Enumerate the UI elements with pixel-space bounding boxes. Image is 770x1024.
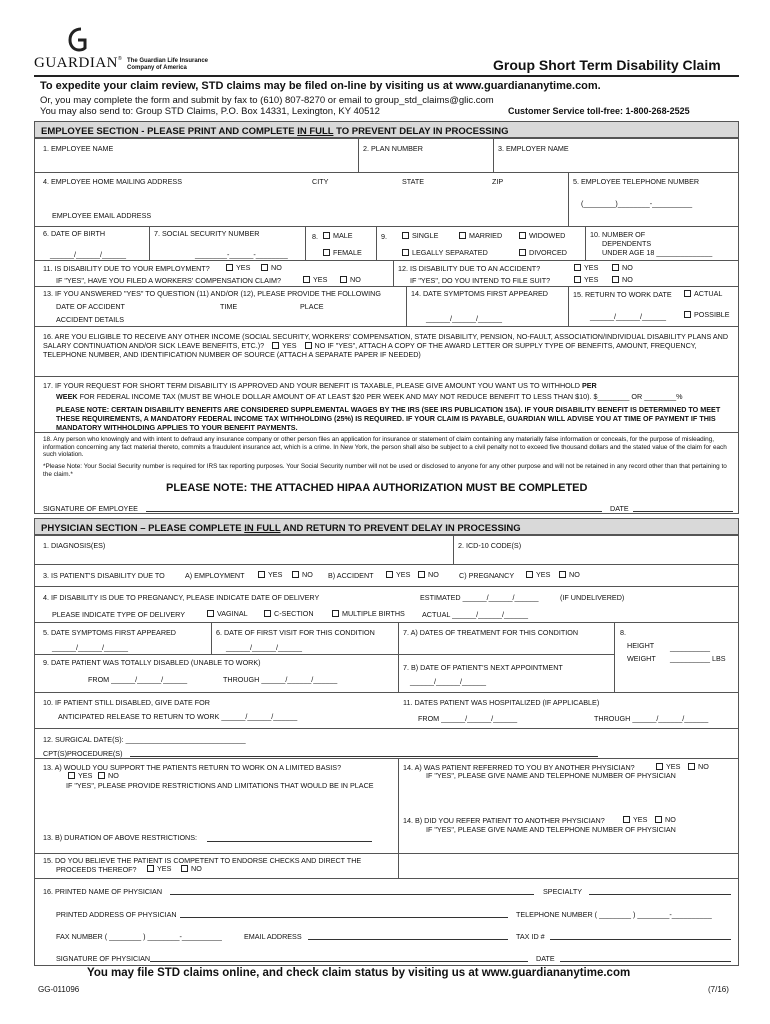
customer-service: Customer Service toll-free: 1-800-268-2525: [508, 106, 690, 116]
q12b-yes-checkbox[interactable]: [574, 276, 581, 283]
male-option[interactable]: MALE: [323, 232, 353, 239]
height-field[interactable]: __________: [670, 643, 710, 652]
female-checkbox[interactable]: [323, 249, 330, 256]
home-address-label: 4. EMPLOYEE HOME MAILING ADDRESS: [43, 177, 182, 186]
brand-reg: ®: [118, 56, 122, 62]
plan-number-label: 2. PLAN NUMBER: [363, 144, 423, 153]
employee-date-label: DATE: [610, 504, 629, 513]
married-checkbox[interactable]: [459, 232, 466, 239]
divorced-option[interactable]: DIVORCED: [519, 249, 567, 256]
diagnosis-label: 1. DIAGNOSIS(ES): [43, 541, 106, 550]
q14-date-field[interactable]: ______/______/______: [426, 314, 502, 323]
possible-checkbox[interactable]: [684, 311, 691, 318]
p-q9-through-field[interactable]: THROUGH ______/______/______: [223, 675, 338, 684]
p-q9-from-field[interactable]: FROM ______/______/______: [88, 675, 188, 684]
delivery-type-label: PLEASE INDICATE TYPE OF DELIVERY: [52, 610, 186, 619]
widowed-option[interactable]: WIDOWED: [519, 232, 565, 239]
q11b-yes[interactable]: YES: [303, 276, 327, 283]
q11b-yes-checkbox[interactable]: [303, 276, 310, 283]
q15-actual[interactable]: ACTUAL: [684, 290, 722, 297]
q17-note: PLEASE NOTE: CERTAIN DISABILITY BENEFITS ARE CONSIDERED SUPPLEMENTAL WAGES BY THE IRS (SEE IRS PUBLICATION 15A). IF YOUR DISABILITY BENEFIT IS DETERMINED TO MEET THESE REQUIREMENTS, A MANDATORY FEDERAL INCOME TAX WITHHOLDING (25%) IS REQUIRED. IF YOUR CLAIM IS PAYABLE, GUARDIAN WILL ADVISE YOU AT TIME OF PAYMENT IF THIS MANDATORY WITHHOLDING APPLIES TO YOUR BENEFIT PAYMENTS.: [56, 405, 721, 432]
weight-label: WEIGHT: [627, 654, 656, 663]
brand-name: GUARDIAN: [34, 55, 118, 71]
form-title: Group Short Term Disability Claim: [493, 57, 721, 73]
q12-yes-checkbox[interactable]: [574, 264, 581, 271]
physician-name-field[interactable]: [170, 894, 534, 895]
accident-date-label: DATE OF ACCIDENT: [56, 302, 125, 311]
ssn-label: 7. SOCIAL SECURITY NUMBER: [154, 229, 260, 238]
p-q5-date-field[interactable]: ______/______/______: [52, 643, 128, 652]
q17-label: 17. IF YOUR REQUEST FOR SHORT TERM DISABILITY IS APPROVED AND YOUR BENEFIT IS TAXABLE, PLEASE GIVE AMOUNT YOU WANT US TO WITHHOLD PER: [43, 381, 597, 390]
p-q3-pregnancy: C) PREGNANCY: [459, 571, 515, 580]
specialty-label: SPECIALTY: [543, 887, 583, 896]
company-line-1: The Guardian Life Insurance: [127, 58, 209, 64]
divorced-checkbox[interactable]: [519, 249, 526, 256]
p-q3-label: 3. IS PATIENT'S DISABILITY DUE TO: [43, 571, 165, 580]
guardian-g-icon: [67, 26, 87, 52]
employee-email-label: EMPLOYEE EMAIL ADDRESS: [52, 211, 152, 220]
p-q9-label: 9. DATE PATIENT WAS TOTALLY DISABLED (UNABLE TO WORK): [43, 658, 261, 667]
q11b-no[interactable]: NO: [340, 276, 361, 283]
single-checkbox[interactable]: [402, 232, 409, 239]
p-q7a-label: 7. A) DATES OF TREATMENT FOR THIS CONDITION: [403, 628, 579, 637]
p-q6-label: 6. DATE OF FIRST VISIT FOR THIS CONDITION: [216, 628, 375, 637]
p-q13b-label: 13. B) DURATION OF ABOVE RESTRICTIONS:: [43, 833, 198, 842]
employer-name-field[interactable]: [497, 154, 735, 170]
physician-email-label: EMAIL ADDRESS: [244, 932, 302, 941]
accident-no-checkbox[interactable]: [418, 571, 425, 578]
employee-section-header: EMPLOYEE SECTION - PLEASE PRINT AND COMPLETE IN FULL TO PREVENT DELAY IN PROCESSING: [34, 121, 739, 138]
mail-to-line: You may also send to: Group STD Claims, P.O. Box 14331, Lexington, KY 40512: [40, 106, 380, 117]
p-q3-pregnancy-yes[interactable]: YES: [526, 571, 550, 578]
employee-email-field[interactable]: [160, 208, 560, 222]
cpt-label: CPT(S)PROCEDURE(S): [43, 749, 123, 758]
dependents-field[interactable]: UNDER AGE 18 ______________: [602, 248, 713, 257]
p-q15-no[interactable]: NO: [181, 865, 202, 872]
diagnosis-field[interactable]: [38, 551, 448, 563]
accident-yes-checkbox[interactable]: [386, 571, 393, 578]
ssn-field[interactable]: ________-______-________: [195, 250, 288, 259]
multiple-births-option[interactable]: MULTIPLE BIRTHS: [332, 610, 405, 617]
q12b-yes[interactable]: YES: [574, 276, 598, 283]
p-q14a-if: IF "YES", PLEASE GIVE NAME AND TELEPHONE NUMBER OF PHYSICIAN: [426, 771, 676, 780]
employee-telephone-field[interactable]: (________)________-__________: [581, 199, 693, 208]
company-line-2: Company of America: [127, 65, 187, 71]
icd10-label: 2. ICD-10 CODE(S): [458, 541, 522, 550]
accident-place-label: PLACE: [300, 302, 324, 311]
vaginal-option[interactable]: VAGINAL: [207, 610, 248, 617]
q15-label: 15. RETURN TO WORK DATE: [573, 290, 672, 299]
q15-no-checkbox[interactable]: [181, 865, 188, 872]
p-q3-employment: A) EMPLOYMENT: [185, 571, 245, 580]
q18-fraud-warning: 18. Any person who knowingly and with intent to defraud any insurance company or other person files an application for insurance or statement of claim containing any materially false information or conceals, for the purpose of misleading, information concerning any fact material thereto, commits a fraudulent insurance act, which is a crime. In New York, the person shall also be subject to a civil penalty not to exceed five thousand dollars and the stated value of the claim for each such violation.: [43, 436, 727, 459]
expedite-line: To expedite your claim review, STD claims may be filed on-line by visiting us at www.guardiananytime.com.: [40, 80, 601, 92]
q16-label: 16. ARE YOU ELIGIBLE TO RECEIVE ANY OTHER INCOME (SOCIAL SECURITY, WORKERS' COMPENSATION, STATE DISABILITY, PENSION, NO-FAULT, ASSOCIATION/INDIVIDUAL DISABILITY PLANS AND SALARY CONTINUATION AND/OR SICK LEAVE BENEFITS, ETC.)? YES NO IF "YES", ATTACH A COPY OF THE AWARD LETTER OR SUPPLY TYPE OF BENEFITS, AMOUNT, FREQUENCY, TELEPHONE NUMBER, AND IDENTIFICATION NUMBER OF SOURCE (ATTACH A SEPARATE PAPER IF NEEDED): [43, 332, 729, 359]
tax-id-label: TAX ID #: [516, 932, 545, 941]
p-q14a-label: 14. A) WAS PATIENT REFERRED TO YOU BY ANOTHER PHYSICIAN?: [403, 763, 635, 772]
single-option[interactable]: SINGLE: [402, 232, 438, 239]
q17-line-2: WEEK FOR FEDERAL INCOME TAX (MUST BE WHOLE DOLLAR AMOUNT OF AT LEAST $20 PER WEEK AND MAY NOT REDUCE BENEFIT TO LESS THAN $10). $________ OR ________%: [56, 392, 683, 401]
q12-yes[interactable]: YES: [574, 264, 598, 271]
employee-signature-label: SIGNATURE OF EMPLOYEE: [43, 504, 138, 513]
p-q14b-yes[interactable]: YES: [623, 816, 647, 823]
p-q3-accident: B) ACCIDENT: [328, 571, 374, 580]
widowed-checkbox[interactable]: [519, 232, 526, 239]
employee-name-field[interactable]: [38, 154, 354, 170]
ssn-note: *Please Note: Your Social Security number is required for IRS tax reporting purposes. Your Social Security number will not be used or disclosed to anyone for any other purpose and will not be retained in any record other than that pertaining to the claim.*: [43, 463, 727, 478]
q12-no-checkbox[interactable]: [612, 264, 619, 271]
p-q15-yes[interactable]: YES: [147, 865, 171, 872]
female-option[interactable]: FEMALE: [323, 249, 362, 256]
dependents-label: 10. NUMBER OF: [590, 230, 646, 239]
q16-no: NO: [314, 341, 326, 350]
q15-yes-checkbox[interactable]: [147, 865, 154, 872]
physician-signature-label: SIGNATURE OF PHYSICIAN: [56, 954, 151, 963]
marital-label: 9.: [381, 232, 387, 241]
employment-no-checkbox[interactable]: [292, 571, 299, 578]
q12b-no[interactable]: NO: [612, 276, 633, 283]
p-q10-date-field[interactable]: ANTICIPATED RELEASE TO RETURN TO WORK ______/______/______: [58, 712, 298, 721]
q12b-no-checkbox[interactable]: [612, 276, 619, 283]
p-q5-label: 5. DATE SYMPTOMS FIRST APPEARED: [43, 628, 176, 637]
q16-no-checkbox[interactable]: [305, 342, 312, 349]
physician-signature-field[interactable]: [150, 961, 528, 962]
alt-submit-line: Or, you may complete the form and submit by fax to (610) 807-8270 or email to group_std_claims@glic.com: [40, 95, 494, 106]
legally-separated-checkbox[interactable]: [402, 249, 409, 256]
q16-yes-checkbox[interactable]: [272, 342, 279, 349]
accident-details-field[interactable]: [125, 312, 401, 324]
estimated-delivery-field[interactable]: ESTIMATED ______/______/______: [420, 593, 539, 602]
multiple-births-checkbox[interactable]: [332, 610, 339, 617]
city-label: CITY: [312, 177, 329, 186]
q11b-no-checkbox[interactable]: [340, 276, 347, 283]
p-q14b-label: 14. B) DID YOU REFER PATIENT TO ANOTHER PHYSICIAN?: [403, 816, 605, 825]
p-q3-employment-no[interactable]: NO: [292, 571, 313, 578]
p-q11-label: 11. DATES PATIENT WAS HOSPITALIZED (IF APPLICABLE): [403, 698, 600, 707]
zip-label: ZIP: [492, 177, 504, 186]
physician-telephone-field[interactable]: TELEPHONE NUMBER ( ________ ) ________-__________: [516, 910, 712, 919]
form-version: (7/16): [708, 985, 729, 994]
q14b-no-checkbox[interactable]: [655, 816, 662, 823]
pregnancy-no-checkbox[interactable]: [559, 571, 566, 578]
p-q7b-label: 7. B) DATE OF PATIENT'S NEXT APPOINTMENT: [403, 663, 563, 672]
hipaa-note: PLEASE NOTE: THE ATTACHED HIPAA AUTHORIZATION MUST BE COMPLETED: [166, 482, 588, 494]
married-option[interactable]: MARRIED: [459, 232, 502, 239]
p-q8-label: 8.: [620, 628, 626, 637]
q14b-yes-checkbox[interactable]: [623, 816, 630, 823]
q11-yes-checkbox[interactable]: [226, 264, 233, 271]
tax-id-field[interactable]: [550, 939, 731, 940]
p-q10-label: 10. IF PATIENT STILL DISABLED, GIVE DATE FOR: [43, 698, 210, 707]
cpt-field[interactable]: [130, 756, 598, 757]
accident-time-label: TIME: [220, 302, 238, 311]
icd10-field[interactable]: [457, 551, 735, 563]
p-q13a-if: IF "YES", PLEASE PROVIDE RESTRICTIONS AND LIMITATIONS THAT WOULD BE IN PLACE: [66, 781, 374, 790]
dob-field[interactable]: ______/______/______: [50, 250, 126, 259]
p-q14b-if: IF "YES", PLEASE GIVE NAME AND TELEPHONE NUMBER OF PHYSICIAN: [426, 825, 676, 834]
p-q13a-no[interactable]: NO: [98, 772, 119, 779]
p-q15-label-2: PROCEEDS THEREOF?: [56, 865, 137, 874]
p-q14a-yes[interactable]: YES: [656, 763, 680, 770]
actual-delivery-field[interactable]: ACTUAL ______/______/______: [422, 610, 529, 619]
q14a-no-checkbox[interactable]: [688, 763, 695, 770]
weight-field[interactable]: __________ LBS: [670, 654, 726, 663]
physician-date-field[interactable]: [560, 961, 731, 962]
q11b-label: IF "YES", HAVE YOU FILED A WORKERS' COMPENSATION CLAIM?: [56, 276, 281, 285]
employee-date-field[interactable]: [633, 511, 733, 512]
p-q3-accident-no[interactable]: NO: [418, 571, 439, 578]
physician-section-header: PHYSICIAN SECTION – PLEASE COMPLETE IN FULL AND RETURN TO PREVENT DELAY IN PROCESSING: [34, 518, 739, 535]
actual-checkbox[interactable]: [684, 290, 691, 297]
dob-label: 6. DATE OF BIRTH: [43, 229, 106, 238]
q11-no[interactable]: NO: [261, 264, 282, 271]
csection-checkbox[interactable]: [264, 610, 271, 617]
q11-label: 11. IS DISABILITY DUE TO YOUR EMPLOYMENT?: [43, 264, 210, 273]
accident-details-label: ACCIDENT DETAILS: [56, 315, 125, 324]
undelivered-note: (IF UNDELIVERED): [560, 593, 625, 602]
p-q11-through-field[interactable]: THROUGH ______/______/______: [594, 714, 709, 723]
vaginal-checkbox[interactable]: [207, 610, 214, 617]
employee-name-label: 1. EMPLOYEE NAME: [43, 144, 114, 153]
p-q14a-no[interactable]: NO: [688, 763, 709, 770]
employer-name-label: 3. EMPLOYER NAME: [498, 144, 569, 153]
p-q13a-yes[interactable]: YES: [68, 772, 92, 779]
gender-label: 8.: [312, 232, 318, 241]
q11-yes[interactable]: YES: [226, 264, 250, 271]
employee-signature-field[interactable]: [146, 511, 602, 512]
employment-yes-checkbox[interactable]: [258, 571, 265, 578]
q13a-yes-checkbox[interactable]: [68, 772, 75, 779]
legally-separated-option[interactable]: LEGALLY SEPARATED: [402, 249, 488, 256]
physician-address-label: PRINTED ADDRESS OF PHYSICIAN: [56, 910, 177, 919]
q15-possible[interactable]: POSSIBLE: [684, 311, 730, 318]
p-q11-from-field[interactable]: FROM ______/______/______: [418, 714, 518, 723]
p-q3-accident-yes[interactable]: YES: [386, 571, 410, 578]
guardian-logo: [34, 26, 124, 74]
q12-label: 12. IS DISABILITY DUE TO AN ACCIDENT?: [398, 264, 541, 273]
p-q12-surgical-field[interactable]: 12. SURGICAL DATE(S): ______________________________: [43, 735, 246, 744]
height-label: HEIGHT: [627, 641, 655, 650]
state-label: STATE: [402, 177, 425, 186]
physician-email-field[interactable]: [308, 939, 508, 940]
p-q13a-label: 13. A) WOULD YOU SUPPORT THE PATIENTS RETURN TO WORK ON A LIMITED BASIS?: [43, 763, 342, 772]
physician-date-label: DATE: [536, 954, 555, 963]
header-rule: [34, 75, 739, 77]
csection-option[interactable]: C-SECTION: [264, 610, 314, 617]
q12b-label: IF "YES", DO YOU INTEND TO FILE SUIT?: [410, 276, 551, 285]
q14-label: 14. DATE SYMPTOMS FIRST APPEARED: [411, 289, 548, 298]
physician-fax-field[interactable]: FAX NUMBER ( ________ ) ________-__________: [56, 932, 222, 941]
p-q15-label: 15. DO YOU BELIEVE THE PATIENT IS COMPETENT TO ENDORSE CHECKS AND DIRECT THE: [43, 856, 362, 865]
p-q14b-no[interactable]: NO: [655, 816, 676, 823]
physician-address-field[interactable]: [180, 917, 508, 918]
form-id: GG-011096: [38, 985, 80, 994]
q11-no-checkbox[interactable]: [261, 264, 268, 271]
q14a-yes-checkbox[interactable]: [656, 763, 663, 770]
specialty-field[interactable]: [589, 894, 731, 895]
plan-number-field[interactable]: [362, 154, 490, 170]
dependents-label-2: DEPENDENTS: [602, 239, 652, 248]
p-q6-date-field[interactable]: ______/______/______: [226, 643, 302, 652]
physician-name-label: 16. PRINTED NAME OF PHYSICIAN: [43, 887, 163, 896]
employee-telephone-label: 5. EMPLOYEE TELEPHONE NUMBER: [573, 177, 700, 186]
p-q4-label: 4. IF DISABILITY IS DUE TO PREGNANCY, PLEASE INDICATE DATE OF DELIVERY: [43, 593, 320, 602]
q13a-no-checkbox[interactable]: [98, 772, 105, 779]
p-q3-employment-yes[interactable]: YES: [258, 571, 282, 578]
p-q7b-date-field[interactable]: ______/______/______: [410, 677, 486, 686]
q13-label: 13. IF YOU ANSWERED "YES" TO QUESTION (11) AND/OR (12), PLEASE PROVIDE THE FOLLOWING: [43, 289, 381, 298]
restrictions-duration-field[interactable]: [207, 841, 372, 842]
q12-no[interactable]: NO: [612, 264, 633, 271]
restrictions-field[interactable]: [40, 792, 392, 828]
pregnancy-yes-checkbox[interactable]: [526, 571, 533, 578]
male-checkbox[interactable]: [323, 232, 330, 239]
q15-date-field[interactable]: ______/______/______: [590, 312, 666, 321]
p-q3-pregnancy-no[interactable]: NO: [559, 571, 580, 578]
q16-yes: YES: [282, 341, 297, 350]
footer-online-note: You may file STD claims online, and check claim status by visiting us at www.guardiananytime.com: [87, 967, 631, 979]
home-address-field[interactable]: [38, 188, 564, 204]
